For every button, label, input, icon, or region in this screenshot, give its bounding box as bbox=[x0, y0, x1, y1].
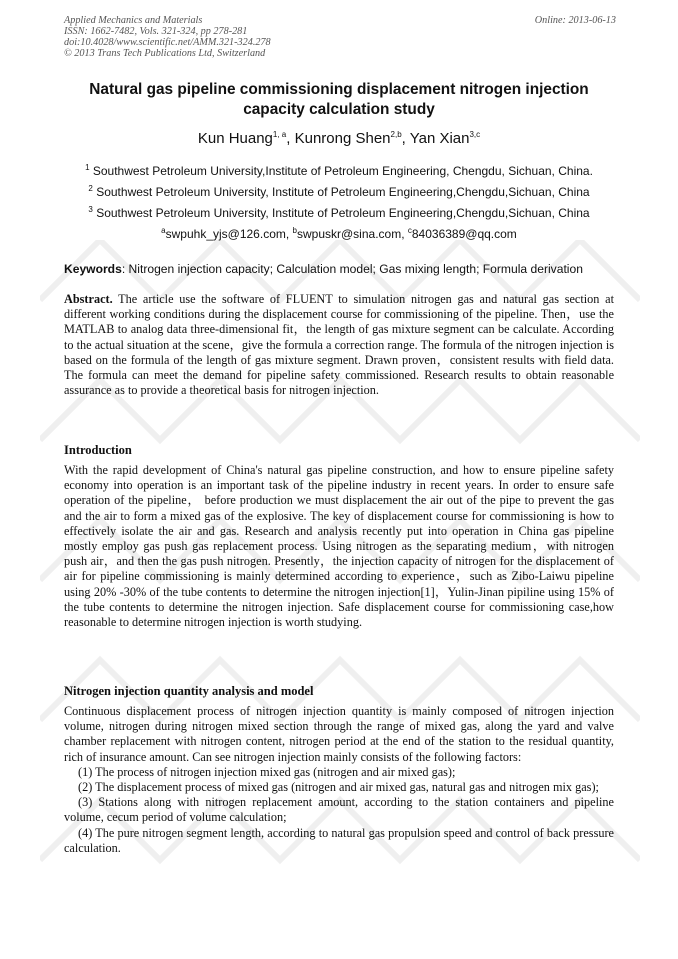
affiliation-number: 3 bbox=[88, 205, 93, 214]
section-heading-nitrogen: Nitrogen injection quantity analysis and model bbox=[64, 684, 314, 698]
affiliation-number: 2 bbox=[88, 184, 93, 193]
nitrogen-section bbox=[64, 704, 614, 856]
factor-item-2: (2) The displacement process of mixed gas (nitrogen and air mixed gas, natural gas and nitrogen mix gas); bbox=[78, 780, 599, 795]
email-sup: c bbox=[407, 226, 412, 235]
nitrogen-paragraph: Continuous displacement process of nitrogen injection quantity is mainly composed of nitrogen injection volume, nitrogen during nitrogen mixed section through the range of mixed gas, along the yard and valve chamber replacement with nitrogen content, nitrogen period at the end of the station to the residual quantity, rich of insurance amount. Can see nitrogen injection mainly consists of the following factors: bbox=[64, 704, 614, 764]
journal-doi: doi:10.4028/www.scientific.net/AMM.321-324.278 bbox=[64, 37, 271, 48]
keywords-label: Keywords bbox=[64, 262, 122, 276]
author-separator: , bbox=[401, 130, 410, 147]
keywords-text: : Nitrogen injection capacity; Calculation model; Gas mixing length; Formula derivation bbox=[121, 262, 583, 276]
keywords bbox=[64, 262, 614, 276]
paper-title: Natural gas pipeline commissioning displacement nitrogen injection capacity calculation study bbox=[89, 81, 589, 118]
author-sup: 3,c bbox=[469, 130, 481, 139]
email-link[interactable]: 84036389@qq.com bbox=[411, 227, 517, 241]
journal-copyright: © 2013 Trans Tech Publications Ltd, Switzerland bbox=[64, 48, 266, 59]
abstract bbox=[64, 292, 614, 398]
journal-name: Applied Mechanics and Materials bbox=[64, 15, 203, 26]
email-list bbox=[64, 226, 614, 241]
journal-issn: ISSN: 1662-7482, Vols. 321-324, pp 278-281 bbox=[64, 26, 248, 37]
author-separator: , bbox=[286, 130, 295, 147]
affiliation-text: Southwest Petroleum University,Institute of Petroleum Engineering, Chengdu, Sichuan, China. bbox=[92, 164, 593, 178]
factor-item-4: (4) The pure nitrogen segment length, according to natural gas propulsion speed and control of back pressure calculation. bbox=[64, 825, 614, 855]
author-list bbox=[64, 130, 614, 147]
email-sup: a bbox=[161, 226, 166, 235]
introduction-paragraph: With the rapid development of China's natural gas pipeline construction, and how to ensure pipeline safety economy into operation is an important task of the pipeline industry in recent years. In order to ensure safe operation of the pipeline， before production we must displacement the air out of the pipe to prevent the gas and the air to form a mixed gas of the explosive. The key of displacement course for commissioning is how to effectively isolate the air and gas. Research and analysis recently put into operation in China gas pipeline mostly employ gas push gas replacement process. Using nitrogen as the separating medium，with nitrogen push air，and then the gas push nitrogen. Presently，the injection capacity of nitrogen for the displacement of air for pipeline commissioning is mainly determined according to experience，such as Zibo-Laiwu pipeline using 20% -30% of the tube contents to determine the nitrogen injection[1]，Yulin-Jinan pipiline using 15% of the tube contents to determine the nitrogen injection. Safe displacement course for commissioning case,how reasonable to determine nitrogen injection is worth studying. bbox=[64, 463, 614, 630]
affiliation-1 bbox=[64, 163, 614, 178]
affiliation-text: Southwest Petroleum University, Institute of Petroleum Engineering,Chengdu,Sichuan, China bbox=[96, 206, 590, 220]
author-sup: 1, a bbox=[272, 130, 287, 139]
journal-header bbox=[64, 15, 616, 59]
email-link[interactable]: swpuskr@sina.com, bbox=[296, 227, 408, 241]
abstract-text: The article use the software of FLUENT to simulation nitrogen gas and natural gas section at different working conditions during the displacement course for commissioning of the pipeline. Then，use the MATLAB to analog data three-dimensional fit，the length of gas mixture segment can be calculate. According to the actual situation at the scene，give the formula a correction range. The formula of the nitrogen injection is based on the formula of the length of gas mixture segment. Drawn proven，consistent results with field data. The formula can meet the demand for pipeline safety commissioned. Research results to obtain reasonable assurance as to provide a theoretical basis for nitrogen injection. bbox=[64, 292, 614, 398]
email-sup: b bbox=[292, 226, 297, 235]
affiliation-3 bbox=[64, 205, 614, 220]
factor-item-1: (1) The process of nitrogen injection mixed gas (nitrogen and air mixed gas); bbox=[78, 764, 456, 779]
affiliation-number: 1 bbox=[85, 163, 90, 172]
affiliation-text: Southwest Petroleum University, Institute of Petroleum Engineering,Chengdu,Sichuan, China bbox=[96, 185, 590, 199]
abstract-label: Abstract. bbox=[64, 292, 113, 306]
email-link[interactable]: swpuhk_yjs@126.com, bbox=[165, 227, 293, 241]
author-name: Kun Huang bbox=[197, 130, 273, 147]
online-date: Online: 2013-06-13 bbox=[534, 15, 616, 26]
author-name: Yan Xian bbox=[409, 130, 470, 147]
author-name: Kunrong Shen bbox=[294, 130, 391, 147]
affiliation-2 bbox=[64, 184, 614, 199]
author-sup: 2,b bbox=[390, 130, 402, 139]
factor-item-3: (3) Stations along with nitrogen replacement amount, according to the station containers and pipeline volume, cecum period of volume calculation; bbox=[64, 795, 614, 825]
section-heading-introduction: Introduction bbox=[64, 443, 132, 457]
